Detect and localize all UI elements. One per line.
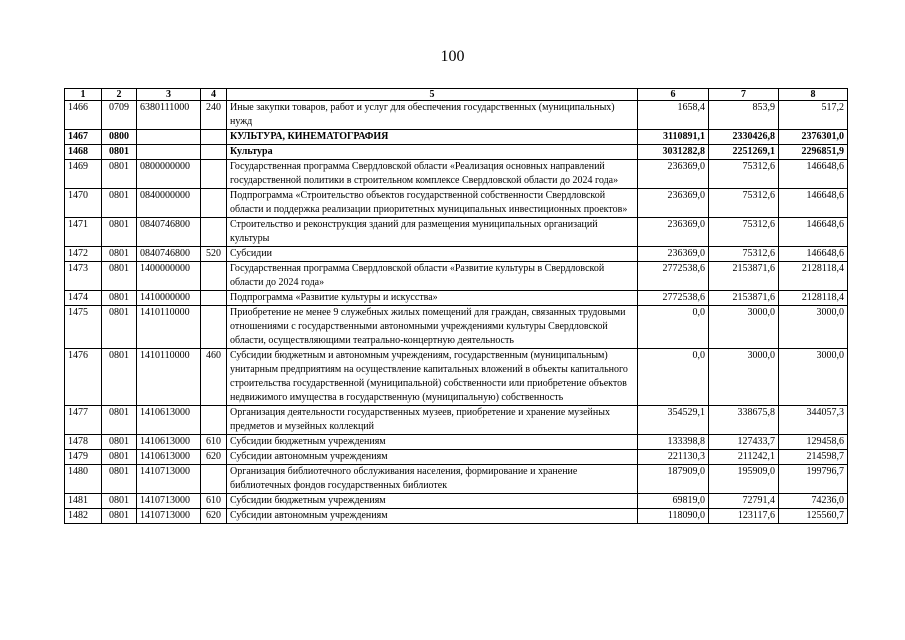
table-row	[65, 465, 848, 494]
row-number-cell: 1468	[65, 145, 102, 160]
header-cell: 2	[102, 89, 137, 101]
item-name-cell: Подпрограмма «Строительство объектов государственной собственности Свердловской области и поддержка реализации приоритетных муниципальных инвестиционных проектов»	[227, 189, 638, 218]
amount-col6-cell: 187909,0	[638, 465, 709, 494]
section-code-cell: 0801	[102, 435, 137, 450]
item-name-cell: Иные закупки товаров, работ и услуг для обеспечения государственных (муниципальных) нужд	[227, 101, 638, 130]
amount-col7-cell: 853,9	[709, 101, 779, 130]
item-name-cell: Субсидии бюджетным учреждениям	[227, 435, 638, 450]
expense-type-code-cell	[201, 130, 227, 145]
section-code-cell: 0801	[102, 160, 137, 189]
row-number-cell: 1471	[65, 218, 102, 247]
expense-type-code-cell: 460	[201, 349, 227, 406]
target-article-code-cell: 0840746800	[137, 247, 201, 262]
item-name-cell: Государственная программа Свердловской области «Развитие культуры в Свердловской области до 2024 года»	[227, 262, 638, 291]
amount-col6-cell: 236369,0	[638, 218, 709, 247]
section-code-cell: 0801	[102, 262, 137, 291]
row-number-cell: 1474	[65, 291, 102, 306]
table-row	[65, 160, 848, 189]
amount-col6-cell: 221130,3	[638, 450, 709, 465]
amount-col8-cell: 199796,7	[779, 465, 848, 494]
expense-type-code-cell	[201, 189, 227, 218]
amount-col7-cell: 2251269,1	[709, 145, 779, 160]
item-name-cell: Субсидии автономным учреждениям	[227, 509, 638, 524]
amount-col6-cell: 236369,0	[638, 189, 709, 218]
row-number-cell: 1472	[65, 247, 102, 262]
amount-col7-cell: 75312,6	[709, 247, 779, 262]
amount-col8-cell: 129458,6	[779, 435, 848, 450]
amount-col6-cell: 3031282,8	[638, 145, 709, 160]
amount-col6-cell: 118090,0	[638, 509, 709, 524]
table-body	[65, 101, 848, 524]
row-number-cell: 1482	[65, 509, 102, 524]
section-code-cell: 0801	[102, 509, 137, 524]
row-number-cell: 1467	[65, 130, 102, 145]
row-number-cell: 1477	[65, 406, 102, 435]
row-number-cell: 1470	[65, 189, 102, 218]
amount-col7-cell: 75312,6	[709, 160, 779, 189]
row-number-cell: 1473	[65, 262, 102, 291]
amount-col6-cell: 354529,1	[638, 406, 709, 435]
expense-type-code-cell	[201, 465, 227, 494]
amount-col7-cell: 2153871,6	[709, 291, 779, 306]
amount-col7-cell: 2330426,8	[709, 130, 779, 145]
item-name-cell: Субсидии	[227, 247, 638, 262]
amount-col8-cell: 3000,0	[779, 306, 848, 349]
amount-col6-cell: 0,0	[638, 349, 709, 406]
target-article-code-cell: 1410613000	[137, 450, 201, 465]
section-code-cell: 0801	[102, 465, 137, 494]
item-name-cell: Организация деятельности государственных музеев, приобретение и хранение музейных предметов и музейных коллекций	[227, 406, 638, 435]
row-number-cell: 1481	[65, 494, 102, 509]
amount-col6-cell: 236369,0	[638, 160, 709, 189]
section-code-cell: 0801	[102, 189, 137, 218]
expense-type-code-cell	[201, 145, 227, 160]
amount-col8-cell: 344057,3	[779, 406, 848, 435]
expense-type-code-cell: 520	[201, 247, 227, 262]
expense-type-code-cell	[201, 262, 227, 291]
amount-col8-cell: 2128118,4	[779, 262, 848, 291]
section-code-cell: 0801	[102, 494, 137, 509]
table-row	[65, 291, 848, 306]
expense-type-code-cell: 620	[201, 509, 227, 524]
amount-col7-cell: 3000,0	[709, 306, 779, 349]
target-article-code-cell: 1410713000	[137, 465, 201, 494]
row-number-cell: 1478	[65, 435, 102, 450]
amount-col8-cell: 517,2	[779, 101, 848, 130]
amount-col7-cell: 123117,6	[709, 509, 779, 524]
table-row	[65, 247, 848, 262]
item-name-cell: КУЛЬТУРА, КИНЕМАТОГРАФИЯ	[227, 130, 638, 145]
table-row	[65, 435, 848, 450]
target-article-code-cell	[137, 130, 201, 145]
amount-col7-cell: 72791,4	[709, 494, 779, 509]
row-number-cell: 1475	[65, 306, 102, 349]
expense-type-code-cell: 620	[201, 450, 227, 465]
amount-col8-cell: 146648,6	[779, 189, 848, 218]
target-article-code-cell: 1410110000	[137, 349, 201, 406]
amount-col7-cell: 3000,0	[709, 349, 779, 406]
expense-type-code-cell: 610	[201, 435, 227, 450]
target-article-code-cell: 6380111000	[137, 101, 201, 130]
item-name-cell: Государственная программа Свердловской области «Реализация основных направлений государственной политики в строительном комплексе Свердловской области до 2024 года»	[227, 160, 638, 189]
expense-type-code-cell: 240	[201, 101, 227, 130]
section-code-cell: 0709	[102, 101, 137, 130]
target-article-code-cell: 1410613000	[137, 435, 201, 450]
target-article-code-cell: 1410110000	[137, 306, 201, 349]
expense-type-code-cell	[201, 306, 227, 349]
header-cell: 1	[65, 89, 102, 101]
section-code-cell: 0801	[102, 306, 137, 349]
table-row	[65, 306, 848, 349]
section-code-cell: 0801	[102, 145, 137, 160]
header-cell: 6	[638, 89, 709, 101]
header-cell: 4	[201, 89, 227, 101]
section-code-cell: 0801	[102, 218, 137, 247]
amount-col6-cell: 2772538,6	[638, 291, 709, 306]
section-code-cell: 0801	[102, 349, 137, 406]
header-cell: 8	[779, 89, 848, 101]
amount-col8-cell: 146648,6	[779, 247, 848, 262]
amount-col6-cell: 2772538,6	[638, 262, 709, 291]
target-article-code-cell: 1410000000	[137, 291, 201, 306]
item-name-cell: Подпрограмма «Развитие культуры и искусства»	[227, 291, 638, 306]
row-number-cell: 1479	[65, 450, 102, 465]
target-article-code-cell: 1410713000	[137, 509, 201, 524]
section-code-cell: 0801	[102, 450, 137, 465]
item-name-cell: Строительство и реконструкция зданий для размещения муниципальных организаций культуры	[227, 218, 638, 247]
item-name-cell: Культура	[227, 145, 638, 160]
item-name-cell: Приобретение не менее 9 служебных жилых помещений для граждан, связанных трудовыми отношениями с государственными автономными учреждениями культуры Свердловской области, осуществляющими театрально-концертную деятельность	[227, 306, 638, 349]
amount-col7-cell: 127433,7	[709, 435, 779, 450]
item-name-cell: Субсидии бюджетным и автономным учреждениям, государственным (муниципальным) унитарным предприятиям на осуществление капитальных вложений в объекты капитального строительства государственной (муниципальной) собственности или приобретение объектов недвижимого имущества в государственную (муниципальную) собственность	[227, 349, 638, 406]
row-number-cell: 1469	[65, 160, 102, 189]
target-article-code-cell	[137, 145, 201, 160]
target-article-code-cell: 0800000000	[137, 160, 201, 189]
table-row	[65, 218, 848, 247]
expense-type-code-cell	[201, 406, 227, 435]
table-row	[65, 130, 848, 145]
target-article-code-cell: 0840000000	[137, 189, 201, 218]
expense-type-code-cell: 610	[201, 494, 227, 509]
target-article-code-cell: 1410713000	[137, 494, 201, 509]
section-code-cell: 0800	[102, 130, 137, 145]
amount-col8-cell: 2296851,9	[779, 145, 848, 160]
table-row	[65, 509, 848, 524]
amount-col7-cell: 195909,0	[709, 465, 779, 494]
item-name-cell: Субсидии бюджетным учреждениям	[227, 494, 638, 509]
amount-col6-cell: 236369,0	[638, 247, 709, 262]
budget-table	[64, 88, 848, 524]
table-header-row	[65, 89, 848, 101]
table-row	[65, 262, 848, 291]
amount-col6-cell: 69819,0	[638, 494, 709, 509]
table-row	[65, 189, 848, 218]
amount-col6-cell: 1658,4	[638, 101, 709, 130]
table-row	[65, 349, 848, 406]
amount-col8-cell: 2128118,4	[779, 291, 848, 306]
expense-type-code-cell	[201, 218, 227, 247]
amount-col8-cell: 2376301,0	[779, 130, 848, 145]
amount-col7-cell: 338675,8	[709, 406, 779, 435]
section-code-cell: 0801	[102, 406, 137, 435]
amount-col7-cell: 75312,6	[709, 218, 779, 247]
amount-col8-cell: 146648,6	[779, 160, 848, 189]
amount-col7-cell: 75312,6	[709, 189, 779, 218]
row-number-cell: 1466	[65, 101, 102, 130]
item-name-cell: Организация библиотечного обслуживания населения, формирование и хранение библиотечных фондов государственных библиотек	[227, 465, 638, 494]
section-code-cell: 0801	[102, 247, 137, 262]
table-row	[65, 450, 848, 465]
item-name-cell: Субсидии автономным учреждениям	[227, 450, 638, 465]
expense-type-code-cell	[201, 291, 227, 306]
amount-col8-cell: 125560,7	[779, 509, 848, 524]
amount-col7-cell: 2153871,6	[709, 262, 779, 291]
target-article-code-cell: 1400000000	[137, 262, 201, 291]
table-row	[65, 494, 848, 509]
header-cell: 7	[709, 89, 779, 101]
table-row	[65, 101, 848, 130]
row-number-cell: 1480	[65, 465, 102, 494]
amount-col7-cell: 211242,1	[709, 450, 779, 465]
header-cell: 3	[137, 89, 201, 101]
target-article-code-cell: 0840746800	[137, 218, 201, 247]
table-row	[65, 406, 848, 435]
expense-type-code-cell	[201, 160, 227, 189]
target-article-code-cell: 1410613000	[137, 406, 201, 435]
amount-col6-cell: 133398,8	[638, 435, 709, 450]
amount-col8-cell: 214598,7	[779, 450, 848, 465]
header-cell: 5	[227, 89, 638, 101]
table-row	[65, 145, 848, 160]
row-number-cell: 1476	[65, 349, 102, 406]
amount-col8-cell: 146648,6	[779, 218, 848, 247]
amount-col6-cell: 0,0	[638, 306, 709, 349]
page-number: 100	[440, 48, 465, 65]
amount-col8-cell: 74236,0	[779, 494, 848, 509]
section-code-cell: 0801	[102, 291, 137, 306]
amount-col8-cell: 3000,0	[779, 349, 848, 406]
amount-col6-cell: 3110891,1	[638, 130, 709, 145]
